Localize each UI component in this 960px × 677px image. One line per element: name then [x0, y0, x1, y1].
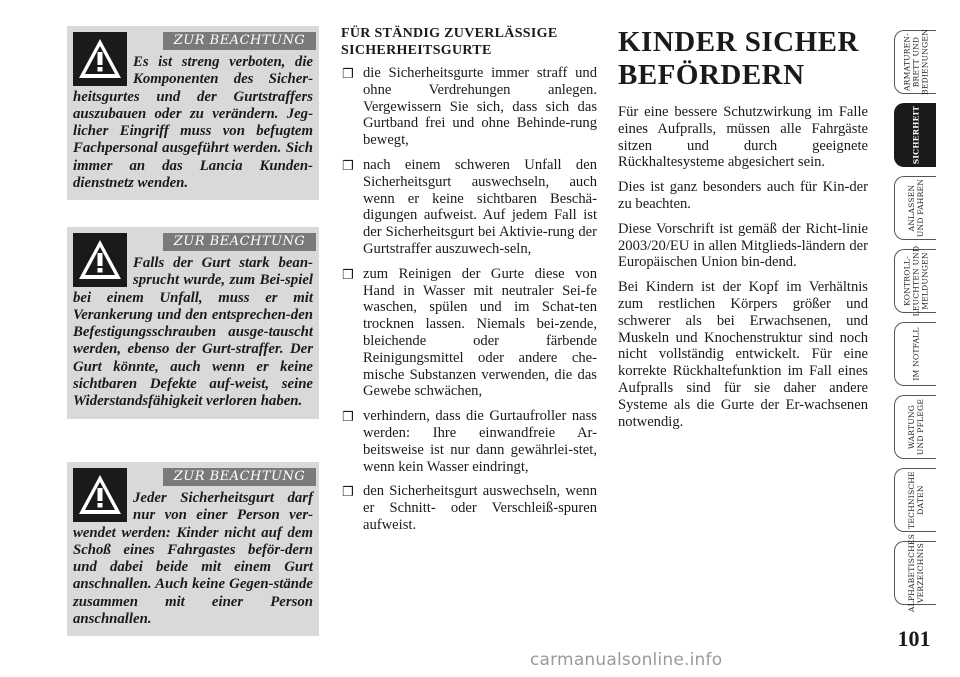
- list-item: [341, 266, 597, 400]
- tab-label-line: VERZEICHNIS: [915, 542, 925, 604]
- tab-label-line: KONTROLL-: [902, 256, 911, 306]
- warning-tag: ZUR BEACHTUNG: [163, 32, 316, 50]
- tab-label-line: ALPHABETISCHES: [906, 533, 916, 613]
- tab-verzeichnis[interactable]: [894, 533, 936, 613]
- warning-tag: ZUR BEACHTUNG: [163, 468, 316, 486]
- tab-label-line: ANLASSEN: [906, 184, 916, 232]
- tab-technische-daten[interactable]: [894, 468, 936, 532]
- tab-label-line: UND PFLEGE: [915, 398, 925, 456]
- checkbox-bullet-icon: ❒: [342, 67, 354, 82]
- tab-label-line: MELDUNGEN: [920, 252, 929, 310]
- list-item: [341, 483, 597, 533]
- bullet-list: [341, 65, 597, 534]
- tab-label-line: BEDIENUNGEN: [920, 29, 929, 95]
- watermark: carmanualsonline.info: [530, 650, 723, 670]
- warning-box-2: [67, 227, 319, 419]
- child-safety-section: [618, 26, 868, 438]
- list-item: [341, 408, 597, 475]
- warning-box-1: [67, 26, 319, 200]
- tab-label-line: DATEN: [915, 485, 925, 515]
- warning-tag: ZUR BEACHTUNG: [163, 233, 316, 251]
- tab-notfall[interactable]: [894, 322, 936, 386]
- tab-label-line: SICHERHEIT: [911, 105, 920, 165]
- list-item: [341, 157, 597, 258]
- warning-text: Es ist streng verboten, die Komponenten des Sicher-heitsgurtes und der Gurtstraffers auszubauen oder zu verändern. Jeg-licher Eingriff muss von befugtem Fachpersonal ausgeführt werden. Sich immer an das Lancia Kunden-dienstnetz wenden.: [73, 54, 313, 192]
- warning-text: Falls der Gurt stark bean-sprucht wurde, zum Bei-spiel bei einem Unfall, muss er mit Verankerung und den entsprechen-den Befestigungsschrauben ausge-tauscht werden, ebenso der Gurt-straffer. Der Gurt könnte, auch wenn er keine sichtbaren Defekte auf-weist, seine Widerstandsfähigkeit verloren haben.: [73, 255, 313, 410]
- tab-label-line: UND FAHREN: [915, 178, 925, 238]
- tab-kontrollleuchten[interactable]: [894, 245, 936, 317]
- paragraph: Diese Vorschrift ist gemäß der Richt-linie 2003/20/EU in allen Mitglieds-ländern der Europäischen Union bin-dend.: [618, 220, 868, 271]
- paragraph: Für eine bessere Schutzwirkung im Falle eines Aufpralls, müssen alle Fahrgäste sitzen und durch geeignete Rückhaltesysteme abgesichert sein.: [618, 104, 868, 171]
- chapter-tabs: [894, 30, 936, 614]
- list-item-text: zum Reinigen der Gurte diese von Hand in Wasser mit neutraler Sei-fe waschen, spülen und im Schat-ten trocknen lassen. Niemals bei-zende, bleichende oder färbende Reinigungsmittel oder andere che-mische Substanzen verwenden, die das Gewebe schwächen,: [363, 265, 597, 400]
- tab-label-line: TECHNISCHE: [906, 471, 916, 529]
- warning-triangle-icon: [73, 32, 127, 86]
- section-heading: FÜR STÄNDIG ZUVERLÄSSIGE SICHERHEITSGURTE: [341, 26, 558, 58]
- tab-wartung[interactable]: [894, 395, 936, 459]
- warning-text: Jeder Sicherheitsgurt darf nur von einer Person ver-wendet werden: Kinder nicht auf dem Schoß eines Fahrgastes beför-dern und dabei beide mit einem Gurt anschnallen. Auch keine Gegen-stände zusammen mit einer Person anschnallen.: [73, 490, 313, 628]
- tab-sicherheit[interactable]: [894, 103, 936, 167]
- tab-label-line: BRETT UND: [911, 36, 920, 88]
- seatbelt-care-section: [341, 26, 597, 542]
- paragraph: Bei Kindern ist der Kopf im Verhältnis zum restlichen Körpers größer und schwerer als bei Erwachsenen, und Muskeln und Knochenstruktur sind noch nicht vollständig entwickelt. Für eine korrekte Rückhaltefunktion im Fall eines Aufpralls sind für sie daher andere Systeme als die Gurte der Er-wachsenen notwendig.: [618, 279, 868, 430]
- tab-anlassen[interactable]: [894, 176, 936, 240]
- list-item: [341, 65, 597, 149]
- tab-label-line: IM NOTFALL: [911, 327, 920, 381]
- warning-triangle-icon: [73, 233, 127, 287]
- list-item-text: den Sicherheitsgurt auswechseln, wenn er Schnitt- oder Verschleiß-spuren aufweist.: [363, 483, 597, 533]
- checkbox-bullet-icon: ❒: [342, 485, 354, 501]
- checkbox-bullet-icon: ❒: [342, 158, 354, 174]
- tab-label-line: ARMATUREN-: [902, 33, 911, 91]
- list-item-text: nach einem schweren Unfall den Sicherheitsgurt auswechseln, auch wenn er keine sichtbaren Beschä-digungen aufweist. Auf jedem Fall ist der Sicherheitsgurt bei Aktivie-rung der Gurtstraffer auszuwech-seln,: [363, 156, 597, 257]
- page-title: KINDER SICHER BEFÖRDERN: [618, 26, 859, 91]
- page-number: 101: [897, 626, 931, 651]
- paragraph: Dies ist ganz besonders auch für Kin-der zu beachten.: [618, 179, 868, 212]
- warning-box-3: [67, 462, 319, 636]
- tab-armaturenbrett[interactable]: [894, 30, 936, 94]
- list-item-text: die Sicherheitsgurte immer straff und ohne Verdrehungen anlegen. Vergewissern Sie sich, dass sich das Gurtband frei und ohne Behinde-rung bewegt,: [363, 65, 597, 149]
- tab-label-line: LEUCHTEN UND: [911, 245, 920, 317]
- checkbox-bullet-icon: ❒: [342, 410, 354, 426]
- list-item-text: verhindern, dass die Gurtaufroller nass werden: Ihre einwandfreie Ar-beitsweise ist nur dann gewährlei-stet, wenn kein Wasser eindringt,: [363, 408, 597, 475]
- checkbox-bullet-icon: ❒: [342, 267, 354, 283]
- tab-label-line: WARTUNG: [906, 404, 916, 450]
- warning-triangle-icon: [73, 468, 127, 522]
